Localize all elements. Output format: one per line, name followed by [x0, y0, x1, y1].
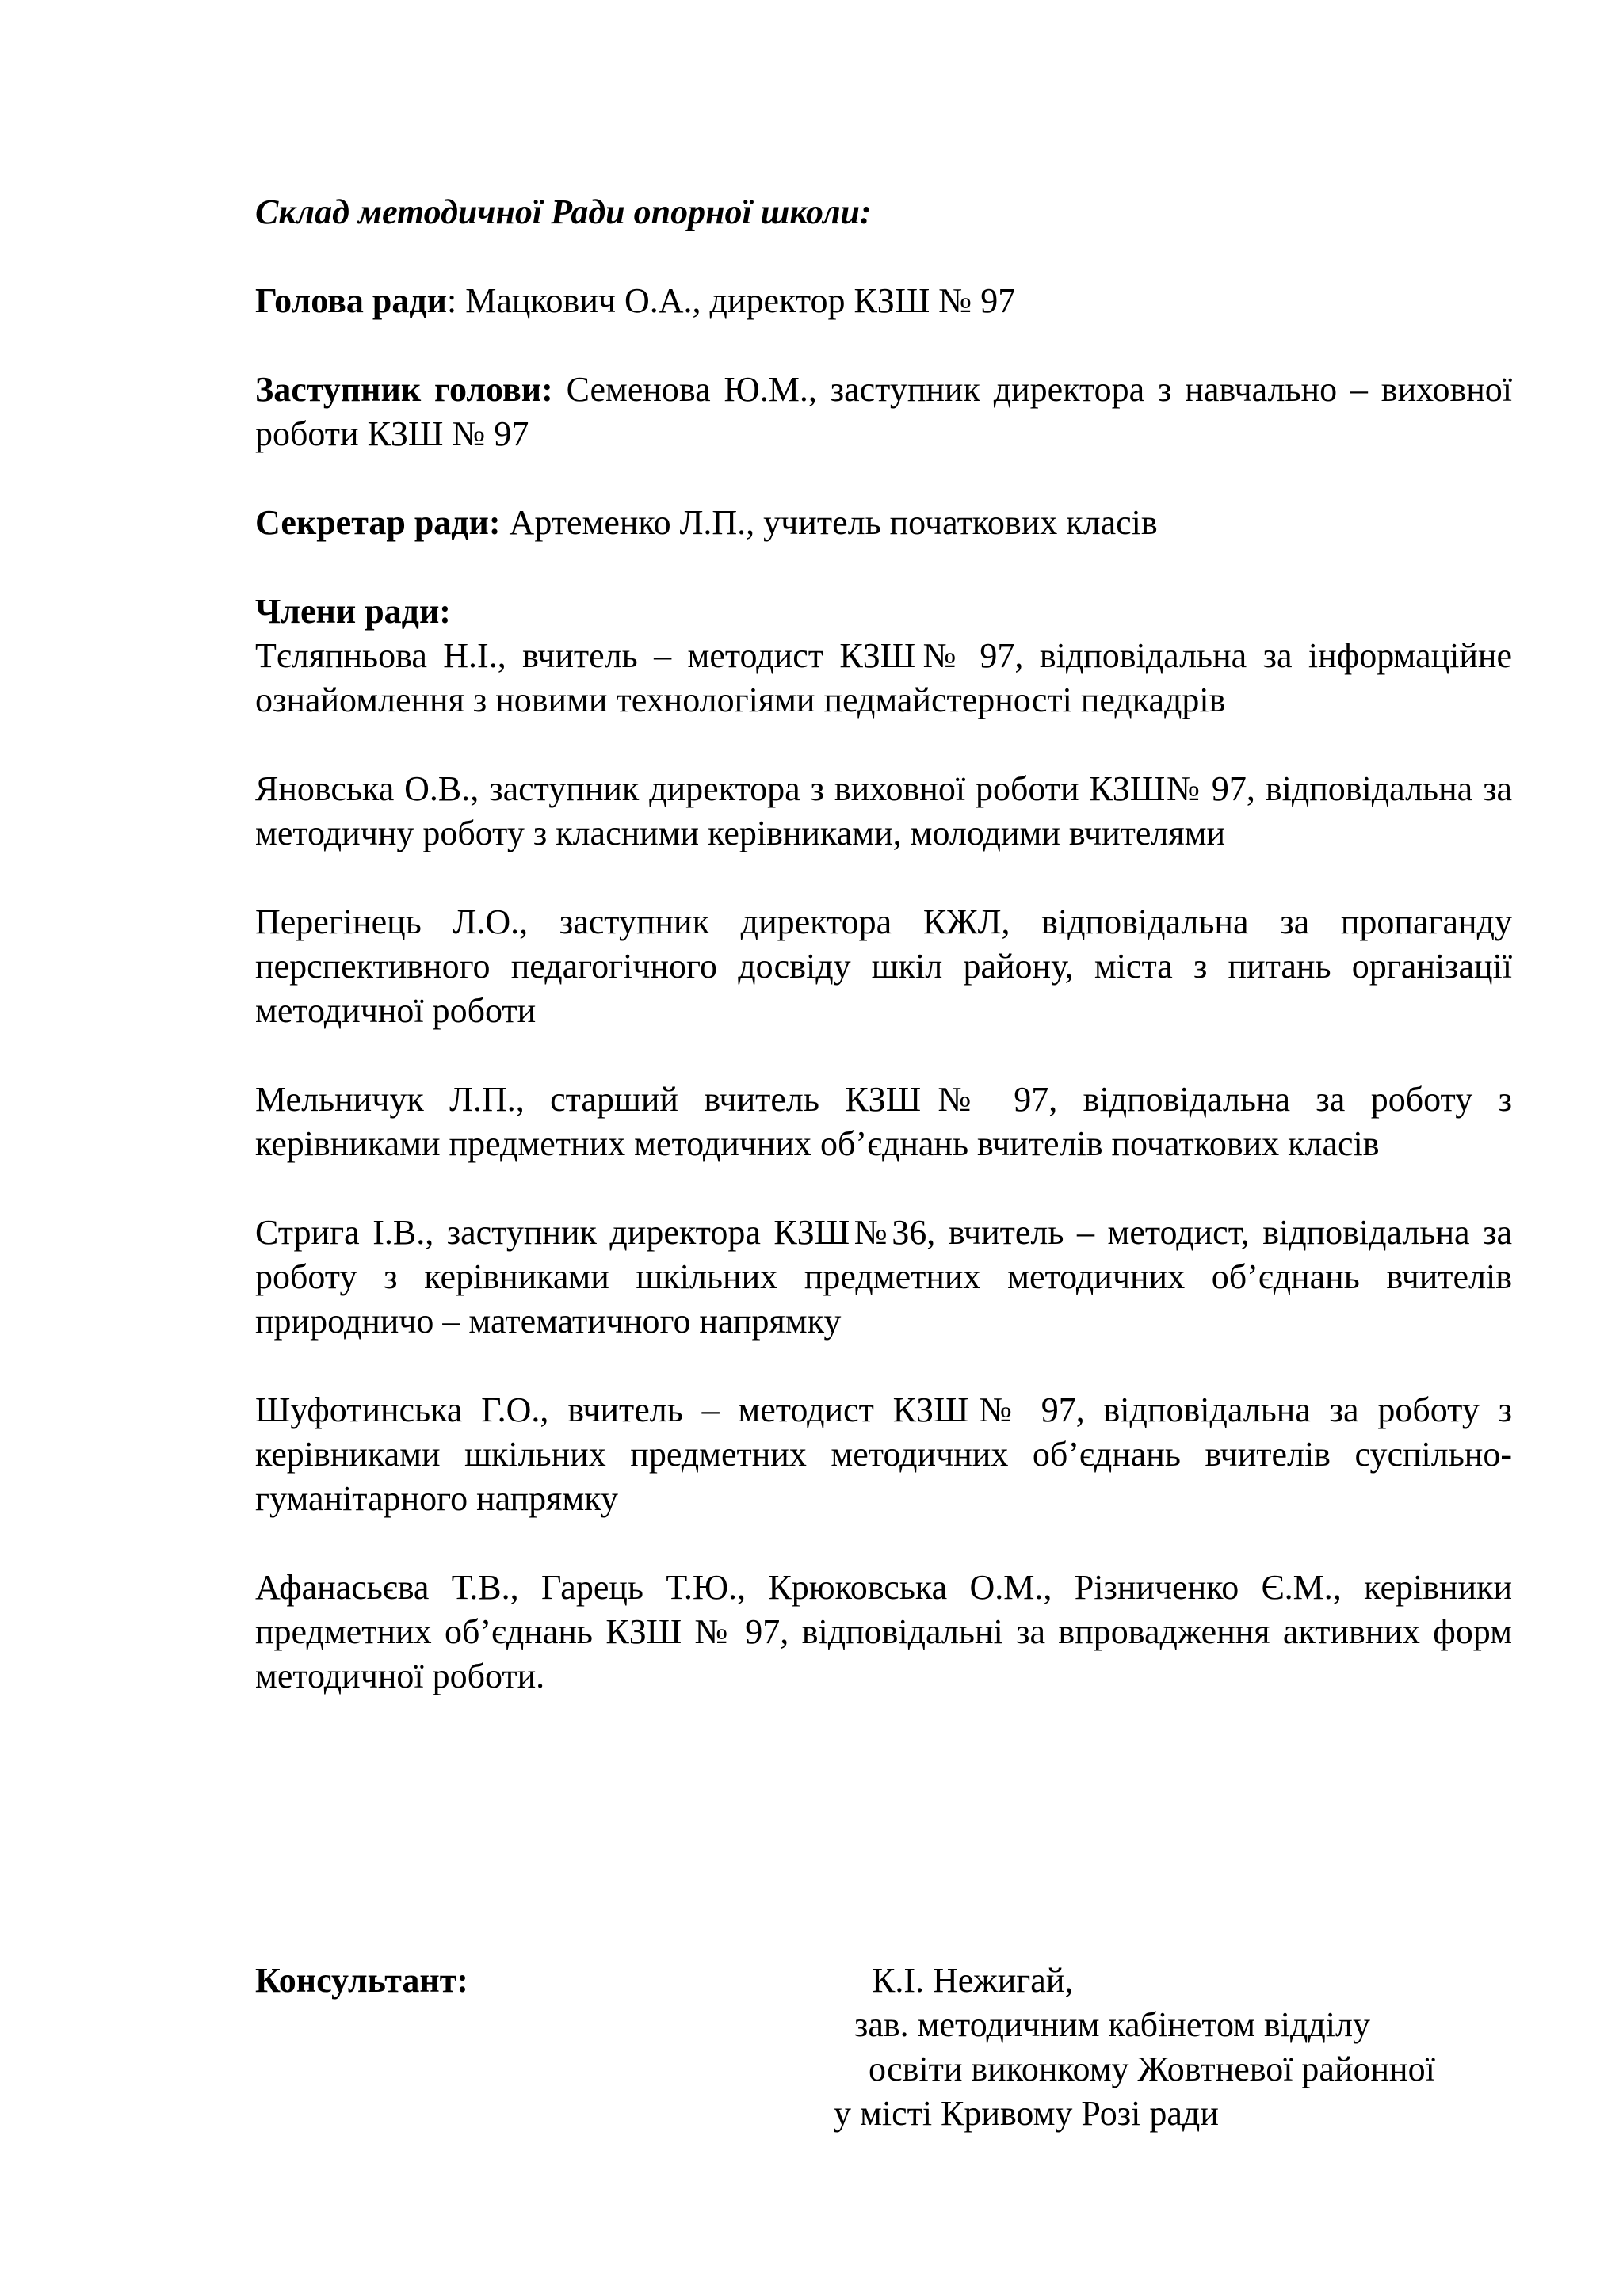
- consultant-position-line: у місті Кривому Розі ради: [834, 2094, 1219, 2133]
- chair-text: : Мацкович О.А., директор КЗШ № 97: [446, 281, 1016, 320]
- deputy-label: Заступник голови:: [255, 370, 553, 409]
- document-body: [255, 190, 1512, 1743]
- member-paragraph: Стрига І.В., заступник директора КЗШ№36, вчитель – методист, відповідальна за роботу з керівниками шкільних предметних методичних об’єднань вчителів природничо – математичного напрямку: [255, 1213, 1512, 1341]
- consultant-signature: [834, 1958, 1531, 2136]
- consultant-name: К.І. Нежигай,: [872, 1961, 1074, 2000]
- members-heading: Члени ради:: [255, 592, 451, 631]
- member-paragraph: Афанасьєва Т.В., Гарець Т.Ю., Крюковська О.М., Різниченко Є.М., керівники предметних об’єднань КЗШ № 97, відповідальні за впровадження активних форм методичної роботи.: [255, 1568, 1512, 1695]
- secretary-text: Артеменко Л.П., учитель початкових класів: [500, 503, 1158, 542]
- chair-label: Голова ради: [255, 281, 447, 320]
- member-paragraph: Перегінець Л.О., заступник директора КЖЛ, відповідальна за пропаганду перспективного педагогічного досвіду шкіл району, міста з питань організації методичної роботи: [255, 902, 1512, 1030]
- secretary-paragraph: [255, 501, 1512, 545]
- chair-paragraph: [255, 279, 1512, 323]
- consultant-position-line: зав. методичним кабінетом відділу: [854, 2005, 1370, 2044]
- document-title: Склад методичної Ради опорної школи:: [255, 193, 872, 231]
- consultant-label: Консультант:: [255, 1961, 468, 2000]
- member-paragraph: Яновська О.В., заступник директора з виховної роботи КЗШ№ 97, відповідальна за методичну роботу з класними керівниками, молодими вчителями: [255, 769, 1512, 852]
- member-paragraph: Шуфотинська Г.О., вчитель – методист КЗШ№ 97, відповідальна за роботу з керівниками шкільних предметних методичних об’єднань вчителів суспільно-гуманітарного напрямку: [255, 1390, 1512, 1518]
- member-paragraph: Мельничук Л.П., старший вчитель КЗШ№ 97, відповідальна за роботу з керівниками предметних методичних об’єднань вчителів початкових класів: [255, 1080, 1512, 1163]
- secretary-label: Секретар ради:: [255, 503, 501, 542]
- deputy-text: Семенова Ю.М., заступник директора з навчально – виховної роботи КЗШ № 97: [255, 370, 1512, 453]
- deputy-paragraph: [255, 368, 1512, 456]
- member-paragraph: Тєляпньова Н.І., вчитель – методист КЗШ№ 97, відповідальна за інформаційне ознайомлення з новими технологіями педмайстерності педкадрів: [255, 636, 1512, 719]
- consultant-position-line: освіти виконкому Жовтневої районної: [869, 2050, 1435, 2088]
